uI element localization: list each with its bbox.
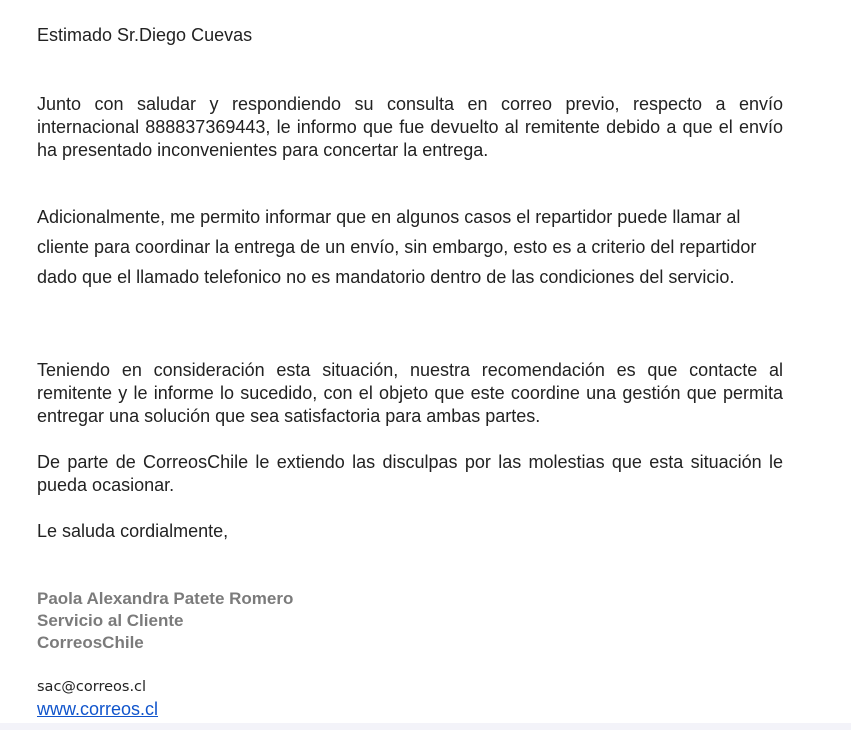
signature-department: Servicio al Cliente xyxy=(37,611,184,630)
email-paragraph-2: Adicionalmente, me permito informar que en algunos casos el repartidor puede llamar al cliente para coordinar la entrega de un envío, sin embargo, esto es a criterio del repartidor dado que el llamado telefonico no es mandatorio dentro de las condiciones del servicio. xyxy=(37,207,757,287)
email-signature xyxy=(37,588,293,654)
signature-company: CorreosChile xyxy=(37,633,144,652)
email-paragraph-3: Teniendo en consideración esta situación, nuestra recomendación es que contacte al remitente y le informe lo sucedido, con el objeto que este coordine una gestión que permita entregar una solución que sea satisfactoria para ambas partes. xyxy=(37,360,783,426)
website-link[interactable]: www.correos.cl xyxy=(37,699,159,719)
contact-email: sac@correos.cl xyxy=(37,679,147,695)
email-greeting: Estimado Sr.Diego Cuevas xyxy=(37,25,253,45)
email-paragraph-4: De parte de CorreosChile le extiendo las disculpas por las molestias que esta situación le pueda ocasionar. xyxy=(37,452,783,495)
signature-name: Paola Alexandra Patete Romero xyxy=(37,589,294,608)
bottom-divider xyxy=(0,723,851,730)
email-closing: Le saluda cordialmente, xyxy=(37,521,229,541)
email-paragraph-1: Junto con saludar y respondiendo su consulta en correo previo, respecto a envío internacional 888837369443, le informo que fue devuelto al remitente debido a que el envío ha presentado inconvenientes para concertar la entrega. xyxy=(37,94,783,160)
